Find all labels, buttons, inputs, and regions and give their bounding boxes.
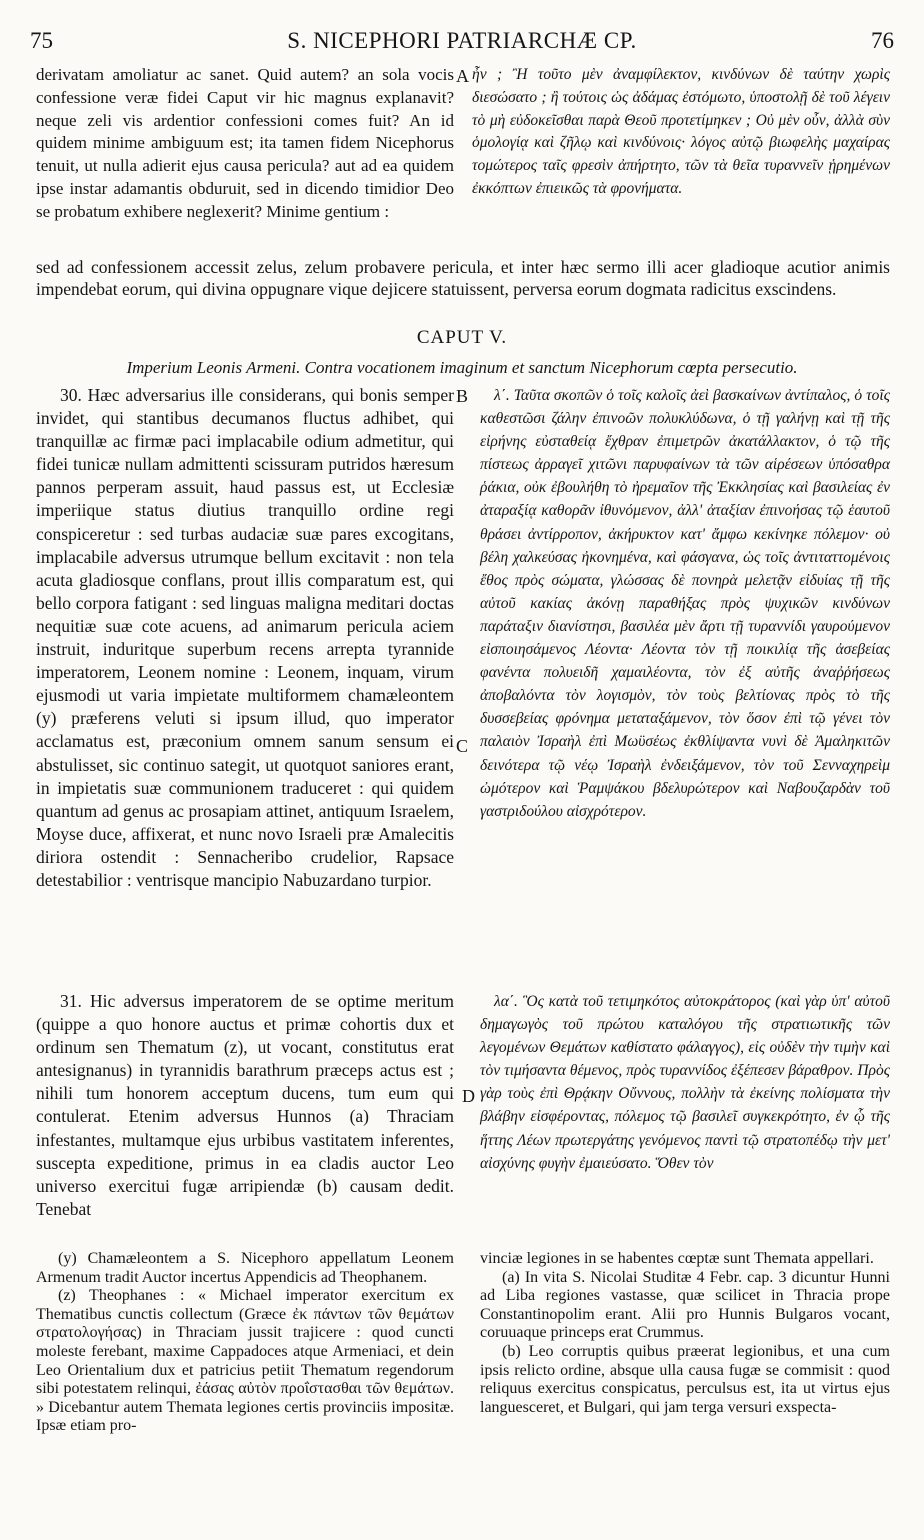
footnote-a: (a) In vita S. Nicolai Studitæ 4 Febr. cap. 3 dicuntur Hunni ad Liba regiones vastasse, quæ scilicet in Thracia prope Constantinopolim erant. Alii pro Hunnis Bulgaros vocant, coruuaque princeps erat Crummus. bbox=[480, 1268, 890, 1342]
footnotes-left bbox=[36, 1250, 454, 1436]
page-number-right: 76 bbox=[871, 28, 894, 53]
greek-section-31: λα΄. Ὃς κατὰ τοῦ τετιμηκότος αὐτοκράτορος (καὶ γὰρ ὑπ' αὐτοῦ δημαγωγὸς τοῦ πρώτου καταλόγου τῆς στρατιωτικῆς τῶν λεγομένων Θεμάτων καθίστατο φάλαγγος), εἰς οὐδὲν τὴν τιμὴν καὶ τὸν τιμήσαντα θέμενος, πρὸς τυραννίδος ἐξέπεσεν βάραθρον. Πρὸς γὰρ τοὺς ἐπὶ Θρᾴκην Οὔννους, πολλὴν τὰ ἐκείνης πολίσματα τὴν βλάβην εἰσφέροντας, πόλεμος τῷ βασιλεῖ συγκεκρότητο, ἐν ᾧ τῆς ἥττης Λέων πρωτεργάτης γενόμενος παντὶ τῷ στρατοπέδῳ τὴν μετ' αἰσχύνης φυγὴν ἐμαιεύσατο. Ὅθεν τὸν bbox=[480, 993, 890, 1172]
latin-section-30: 30. Hæc adversarius ille considerans, qui bonis semper invidet, qui stantibus decumanos fluctus adhibet, qui tranquillæ ac firmæ paci implacabile odium admetitur, qui fidei tunicæ nullam admittenti scissuram putridos hæresum pannos perperam assuit, haud passus est, ut Ecclesiæ imperiique status diutius tranquillo ordine regi conspiceretur : sed turbas audaciæ suæ pares excogitans, implacabile adversus utrumque bellum excitavit : non tela acuta gladiosque conflans, prout illis comparatum est, qui bello corpora fatigant : sed linguas maligna meditari doctas nequitiæ suæ cote acuens, ad animarum pericula aciem instruit, induritque superbum recens arrepta tyrannide imperatorem, Leonem nomine : Leonem, inquam, virum ejusmodi ut varia impietate multiformem chamæleontem (y) præferens veluti si ipsum illud, quo imperator acclamatus est, præconium omnem sanum sensum ei abstulisset, sic continuo sategit, ut quotquot saniores erant, in impietatis suæ communionem traduceret : qui quidem quantum ad genus ac prosapiam attinet, antiquum Israelem, Moyse duce, affixerat, et nunc novo Israeli præ Amalecitis diriora ostendit : Sennacheribo crudelior, Rapsace detestabilior : ventrisque mancipio Nabuzardano turpior. bbox=[36, 385, 454, 890]
footnotes-right bbox=[480, 1250, 890, 1417]
chapter-heading: CAPUT V. bbox=[416, 327, 508, 348]
footnote-z-continued: vinciæ legiones in se habentes cœptæ sunt Themata appellari. bbox=[480, 1250, 874, 1267]
chapter-subtitle: Imperium Leonis Armeni. Contra vocationem imaginum et sanctum Nicephorum cœpta persecutio. bbox=[126, 358, 798, 377]
running-header bbox=[30, 28, 894, 62]
footnote-y: (y) Chamæleontem a S. Nicephoro appellatum Leonem Armenum tradit Auctor incertus Appendicis ad Theophanem. bbox=[36, 1250, 454, 1286]
latin-section-31: 31. Hic adversus imperatorem de se optime meritum (quippe a quo honore auctus et primæ cohortis dux et ordinum sen Thematum (z), ut vocant, constitutus erat antesignanus) in tyrannidis barathrum præceps actus est ; nihili tum honorem acceptum ducens, tum eum qui contulerat. Etenim adversus Hunnos (a) Thraciam infestantes, multamque ejus urbibus vastitatem inferentes, suscepta expeditione, primus in ea cladis auctor Leo universo exercitui fugæ arripiendæ (b) causam dedit. Tenebat bbox=[36, 991, 454, 1219]
margin-marker-b: B bbox=[456, 386, 469, 406]
footnote-b: (b) Leo corruptis quibus præerat legionibus, et una cum ipsis relicto ordine, absque ulla causa fugæ se commisit : quod reliquus exercitus conspicatus, perculsus est, ita ut virtus ejus languesceret, et Bulgari, qui jam terga versuri exspecta- bbox=[480, 1342, 890, 1416]
greek-text-top: ἦν ; Ἢ τοῦτο μὲν ἀναμφίλεκτον, κινδύνων δὲ ταύτην χωρὶς διεσώσατο ; ἢ τούτοις ὡς ἀδάμας ἐστόμωτο, ὑποστολῇ δὲ τοῦ λέγειν τὸ μὴ εὐδοκεῖσθαι παρὰ Θεοῦ προτετίμηκεν ; Οὐ μὲν οὖν, ἀλλὰ σὺν ὁμολογίᾳ καὶ ζῆλῳ καὶ κινδύνοις· λόγος αὐτῷ βιωφελὴς μαχαίρας τομώτερος ταῖς φρεσὶν ἀπήρτητο, τῶν τὰ θεῖα τυραννεῖν ᾑρημένων ἐκκόπτων ἐπιεικῶς τὰ φρονήματα. bbox=[472, 66, 890, 197]
latin-text-top: derivatam amoliatur ac sanet. Quid autem? an sola vocis confessione veræ fidei Caput vir hic magnus explanavit? neque zeli vis ardentior confessioni comes fuit? An id quidem minime ambiguum est; ita tamen fidem Nicephorus tenuit, ut nulla adierit ejus causa pericula? aut ad ea quidem ipse instar adamantis obduruit, sed in dicendo timidior Deo se probatum exhibere neglexerit? Minime gentium : bbox=[36, 65, 454, 221]
footnote-z: (z) Theophanes : « Michael imperator exercitum ex Thematibus cunctis collectum (Græce ἐκ πάντων τῶν θεμάτων στρατολογήσας) in Thraciam jussit trajicere : quod cuncti moleste ferebant, maxime Cappadoces atque Armeniaci, et dein Leo Orientalium dux et patricius petiit Thematum regendorum sibi potestatem relinqui, ἐάσας αὐτὸν προΐστασθαι τῶν θεμάτων. » Dicebantur autem Themata legiones certis provinciis impositæ. Ipsæ etiam pro- bbox=[36, 1287, 454, 1435]
latin-text-continuation: sed ad confessionem accessit zelus, zelum probavere pericula, et inter hæc sermo illi acer gladioque acutior animis impendebat eorum, qui divina oppugnare vique dejicere statuissent, perversa eorum dogmata radicitus exscindens. bbox=[36, 257, 890, 299]
margin-marker-d: D bbox=[462, 1086, 475, 1106]
page-number-left: 75 bbox=[30, 28, 53, 53]
margin-marker-a: A bbox=[456, 66, 469, 86]
margin-marker-c: C bbox=[456, 736, 469, 756]
greek-section-30: λ΄. Ταῦτα σκοπῶν ὁ τοῖς καλοῖς ἀεὶ βασκαίνων ἀντίπαλος, ὁ τοῖς καθεστῶσι ζάλην ἐπινοῶν πολυκλύδωνα, ὁ τῇ γαλήνῃ καὶ τῇ τῆς εἰρήνης εὐσταθείᾳ ἔχθραν ἐπιμετρῶν ἀκατάλλακτον, ὁ τῷ τῆς πίστεως ἀρραγεῖ χιτῶνι παρυφαίνων τὰ τῶν αἱρέσεων ὑπόσαθρα ῥάκια, οὐκ ἐβουλήθη τὸ ἠρεμαῖον τῆς Ἐκκλησίας καὶ βασιλείας ἐν ἀταραξίᾳ καθορᾶν ἰθυνόμενον, ἀλλ' ἀταξίαν ἐπινοήσας τῷ ἑαυτοῦ θράσει ἀντίρροπον, ἀκήρυκτον κατ' ἄμφω κεκίνηκε πόλεμον· οὐ βέλη χαλκεύσας ἠκονημένα, καὶ φάσγανα, ὡς τοῖς ἀντιταττομένοις ἔθος πρὸς σώματα, γλώσσας δὲ πονηρὰ μελετᾷν εἰδυίας τῇ τῆς αὐτοῦ κακίας ἀκόνῃ παραθήξας πρὸς ψυχικῶν κινδύνων παράταξιν διανίστησι, βασιλέα μὲν ἄρτι τῇ τυραννίδι γαυρούμενον εἰσποιησάμενος Λέοντα· Λέοντα τὸν τῇ ποικιλίᾳ τῆς ἀσεβείας φανέντα πολυειδῆ χαμαιλέοντα, τὸν ἐξ αὐτῆς ἀναῤῥήσεως ἀποβαλόντα τὸν λογισμὸν, τὸν τοὺς βελτίονας πρὸς τὸ τῆς δυσσεβείας φρόνημα μεταταξάμενον, τὸν ὅσον ἐπὶ τῷ γένει τὸν παλαιὸν Ἰσραὴλ ἐπὶ Μωϋσέως ἐκθλίψαντα νυνὶ δὲ Ἀμαληκιτῶν δεινότερα τῷ νέῳ Ἰσραὴλ ἐνδειξάμενον, τὸν τοῦ Σενναχηρεὶμ ὠμότερον καὶ Ῥαμψάκου βδελυρώτερον καὶ Ναβουζαρδὰν τοῦ γαστριδούλου αἰσχρότερον. bbox=[480, 387, 890, 820]
page-title: S. NICEPHORI PATRIARCHÆ CP. bbox=[287, 28, 637, 53]
